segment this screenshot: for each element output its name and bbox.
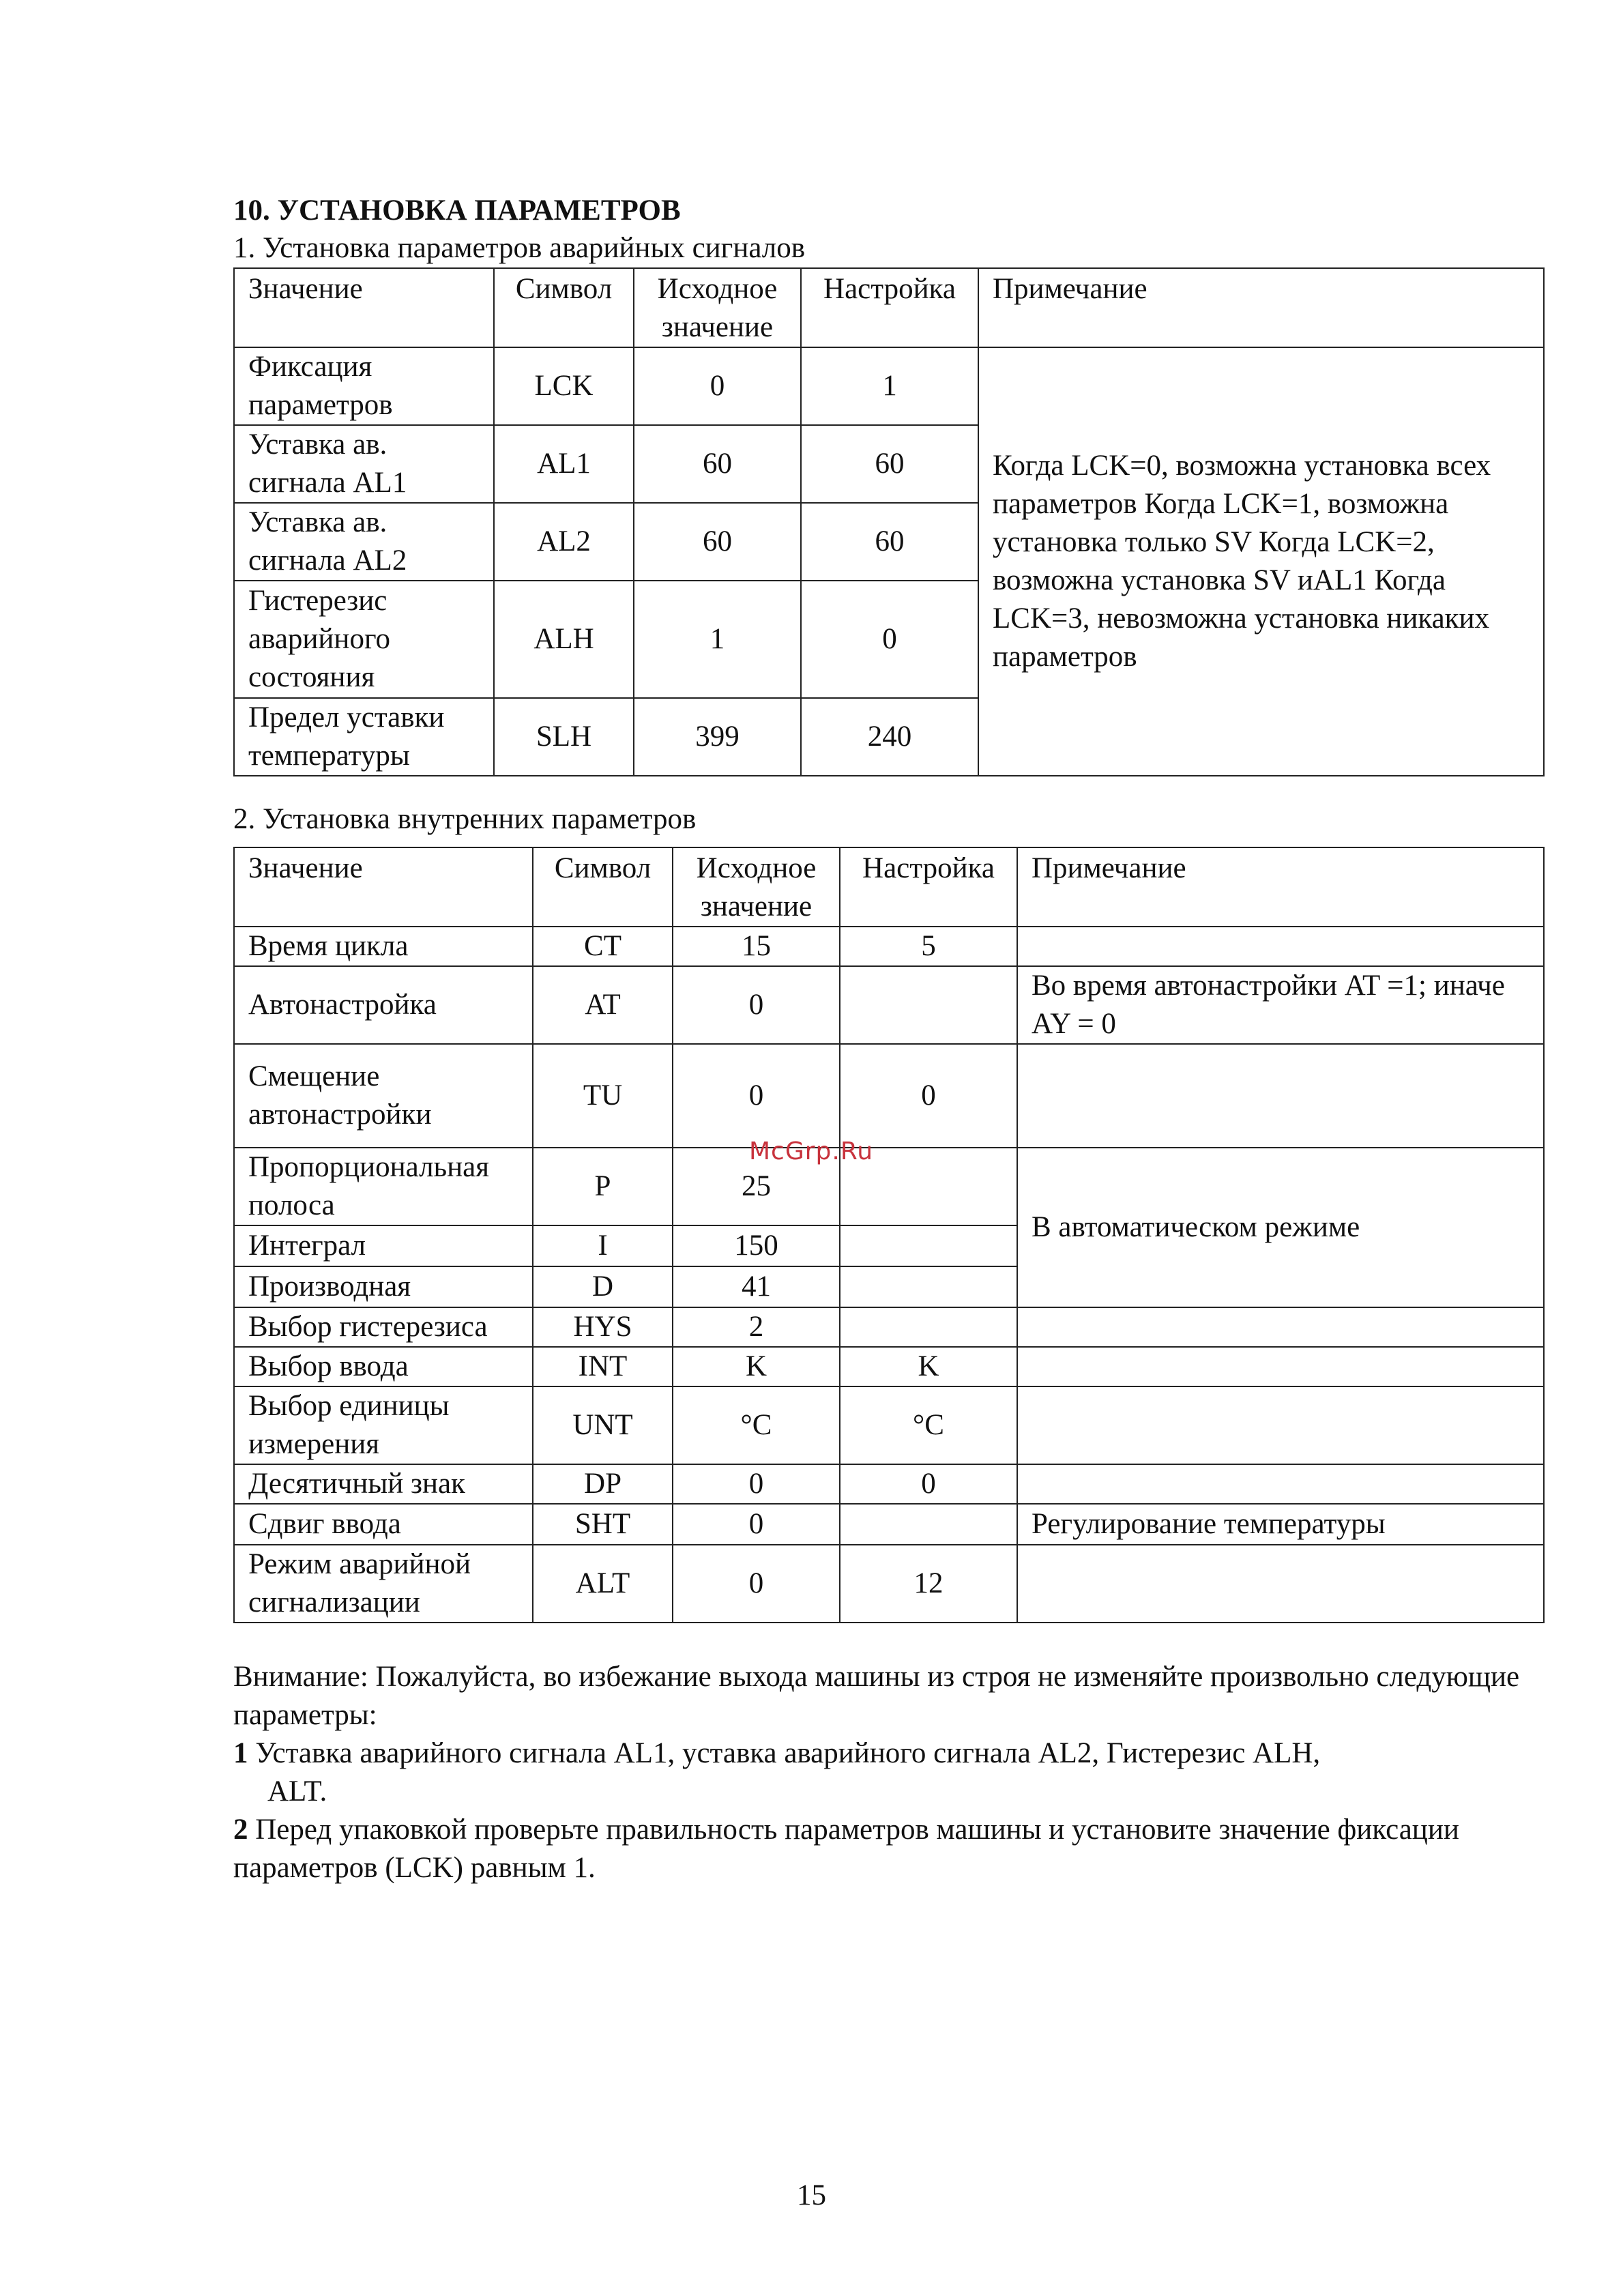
col-header-note: Примечание [1017,847,1544,927]
param-default: 60 [634,503,801,581]
param-name: Смещение автонастройки [234,1044,533,1148]
col-header-default: Исходное значение [673,847,840,927]
warning-item-1-text: Уставка аварийного сигнала AL1, уставка аварийного сигнала AL2, Гистерезис ALH, [255,1737,1321,1769]
table-row [234,1386,1544,1464]
table-row [234,1347,1544,1386]
param-setting: 240 [801,698,978,776]
table-row [234,1148,1544,1225]
param-default: 0 [673,966,840,1044]
param-default: 399 [634,698,801,776]
param-default: 25 [673,1148,840,1225]
param-name: Сдвиг ввода [234,1504,533,1545]
col-header-default: Исходное значение [634,268,801,347]
warning-item-1-number: 1 [233,1737,248,1769]
param-note: Во время автонастройки AT =1; иначе AY = 0 [1017,966,1544,1044]
param-name: Автонастройка [234,966,533,1044]
param-name: Интеграл [234,1225,533,1266]
param-setting [840,1504,1017,1545]
param-note [1017,1307,1544,1347]
param-symbol: INT [533,1347,673,1386]
warning-item-1 [233,1734,1543,1773]
param-setting [840,1266,1017,1307]
param-setting: 1 [801,347,978,425]
param-name: Выбор гистерезиса [234,1307,533,1347]
param-symbol: I [533,1225,673,1266]
param-default: °C [673,1386,840,1464]
param-symbol: DP [533,1464,673,1504]
param-default: 15 [673,927,840,966]
param-name: Выбор ввода [234,1347,533,1386]
param-default: 1 [634,581,801,698]
param-name: Десятичный знак [234,1464,533,1504]
table-row [234,347,1544,425]
table-row [234,966,1544,1044]
table-row [234,1464,1544,1504]
table-row [234,1504,1544,1545]
param-note [1017,1464,1544,1504]
param-name: Фиксация параметров [234,347,494,425]
param-symbol: AL1 [494,425,634,503]
param-default: 150 [673,1225,840,1266]
param-symbol: ALH [494,581,634,698]
param-note [1017,927,1544,966]
param-name: Выбор единицы измерения [234,1386,533,1464]
param-name: Производная [234,1266,533,1307]
warning-item-1-continuation: ALT. [267,1775,327,1807]
param-symbol: SLH [494,698,634,776]
param-symbol: UNT [533,1386,673,1464]
param-setting: 60 [801,425,978,503]
param-setting: 5 [840,927,1017,966]
param-default: 41 [673,1266,840,1307]
param-setting: 60 [801,503,978,581]
param-setting: 0 [840,1464,1017,1504]
table-header-row [234,847,1544,927]
page-title: 10. УСТАНОВКА ПАРАМЕТРОВ [233,194,681,227]
param-symbol: AT [533,966,673,1044]
param-symbol: SHT [533,1504,673,1545]
param-symbol: CT [533,927,673,966]
param-name: Предел уставки температуры [234,698,494,776]
param-name: Время цикла [234,927,533,966]
param-name: Уставка ав. сигнала AL1 [234,425,494,503]
section-2-heading: 2. Установка внутренних параметров [233,803,697,835]
col-header-setting: Настройка [801,268,978,347]
param-note [1017,1386,1544,1464]
param-setting: °C [840,1386,1017,1464]
table-row [234,927,1544,966]
param-default: 0 [673,1464,840,1504]
param-default: 0 [634,347,801,425]
watermark: McGrp.Ru [749,1137,874,1165]
internal-parameters-table [233,847,1545,1623]
table-row [234,1545,1544,1623]
warning-item-2 [233,1811,1543,1887]
param-setting [840,1307,1017,1347]
param-default: K [673,1347,840,1386]
table-row [234,1307,1544,1347]
param-symbol: ALT [533,1545,673,1623]
param-default: 0 [673,1504,840,1545]
param-setting: 0 [840,1044,1017,1148]
warning-item-2-text: Перед упаковкой проверьте правильность параметров машины и установите значение фиксации параметров (LCK) равным 1. [233,1814,1459,1884]
param-symbol: P [533,1148,673,1225]
lck-note: Когда LCK=0, возможна установка всех параметров Когда LCK=1, возможна установка только SV Когда LCK=2, возможна установка SV иAL1 Когда LCK=3, невозможна установка никаких параметров [978,347,1544,776]
table-row [234,1044,1544,1148]
pid-note: В автоматическом режиме [1017,1148,1544,1307]
col-header-note: Примечание [978,268,1544,347]
param-setting [840,1225,1017,1266]
param-note [1017,1347,1544,1386]
param-setting: 12 [840,1545,1017,1623]
page-number: 15 [797,2179,826,2211]
param-symbol: HYS [533,1307,673,1347]
col-header-symbol: Символ [494,268,634,347]
col-header-setting: Настройка [840,847,1017,927]
alarm-parameters-table [233,267,1545,776]
param-symbol: LCK [494,347,634,425]
col-header-symbol: Символ [533,847,673,927]
warning-item-2-number: 2 [233,1814,248,1846]
warning-intro: Внимание: Пожалуйста, во избежание выхода машины из строя не изменяйте произвольно следующие параметры: [233,1661,1520,1731]
col-header-name: Значение [234,268,494,347]
param-symbol: AL2 [494,503,634,581]
param-setting [840,966,1017,1044]
param-setting: 0 [801,581,978,698]
param-note [1017,1545,1544,1623]
param-default: 2 [673,1307,840,1347]
param-symbol: D [533,1266,673,1307]
param-name: Гистерезис аварийного состояния [234,581,494,698]
section-1-heading: 1. Установка параметров аварийных сигналов [233,232,806,264]
param-name: Режим аварийной сигнализации [234,1545,533,1623]
table-header-row [234,268,1544,347]
col-header-name: Значение [234,847,533,927]
param-setting: K [840,1347,1017,1386]
param-note: Регулирование температуры [1017,1504,1544,1545]
param-note [1017,1044,1544,1148]
param-default: 0 [673,1044,840,1148]
param-name: Уставка ав. сигнала AL2 [234,503,494,581]
param-default: 60 [634,425,801,503]
warning-block [233,1658,1543,1887]
param-name: Пропорциональная полоса [234,1148,533,1225]
param-symbol: TU [533,1044,673,1148]
param-default: 0 [673,1545,840,1623]
